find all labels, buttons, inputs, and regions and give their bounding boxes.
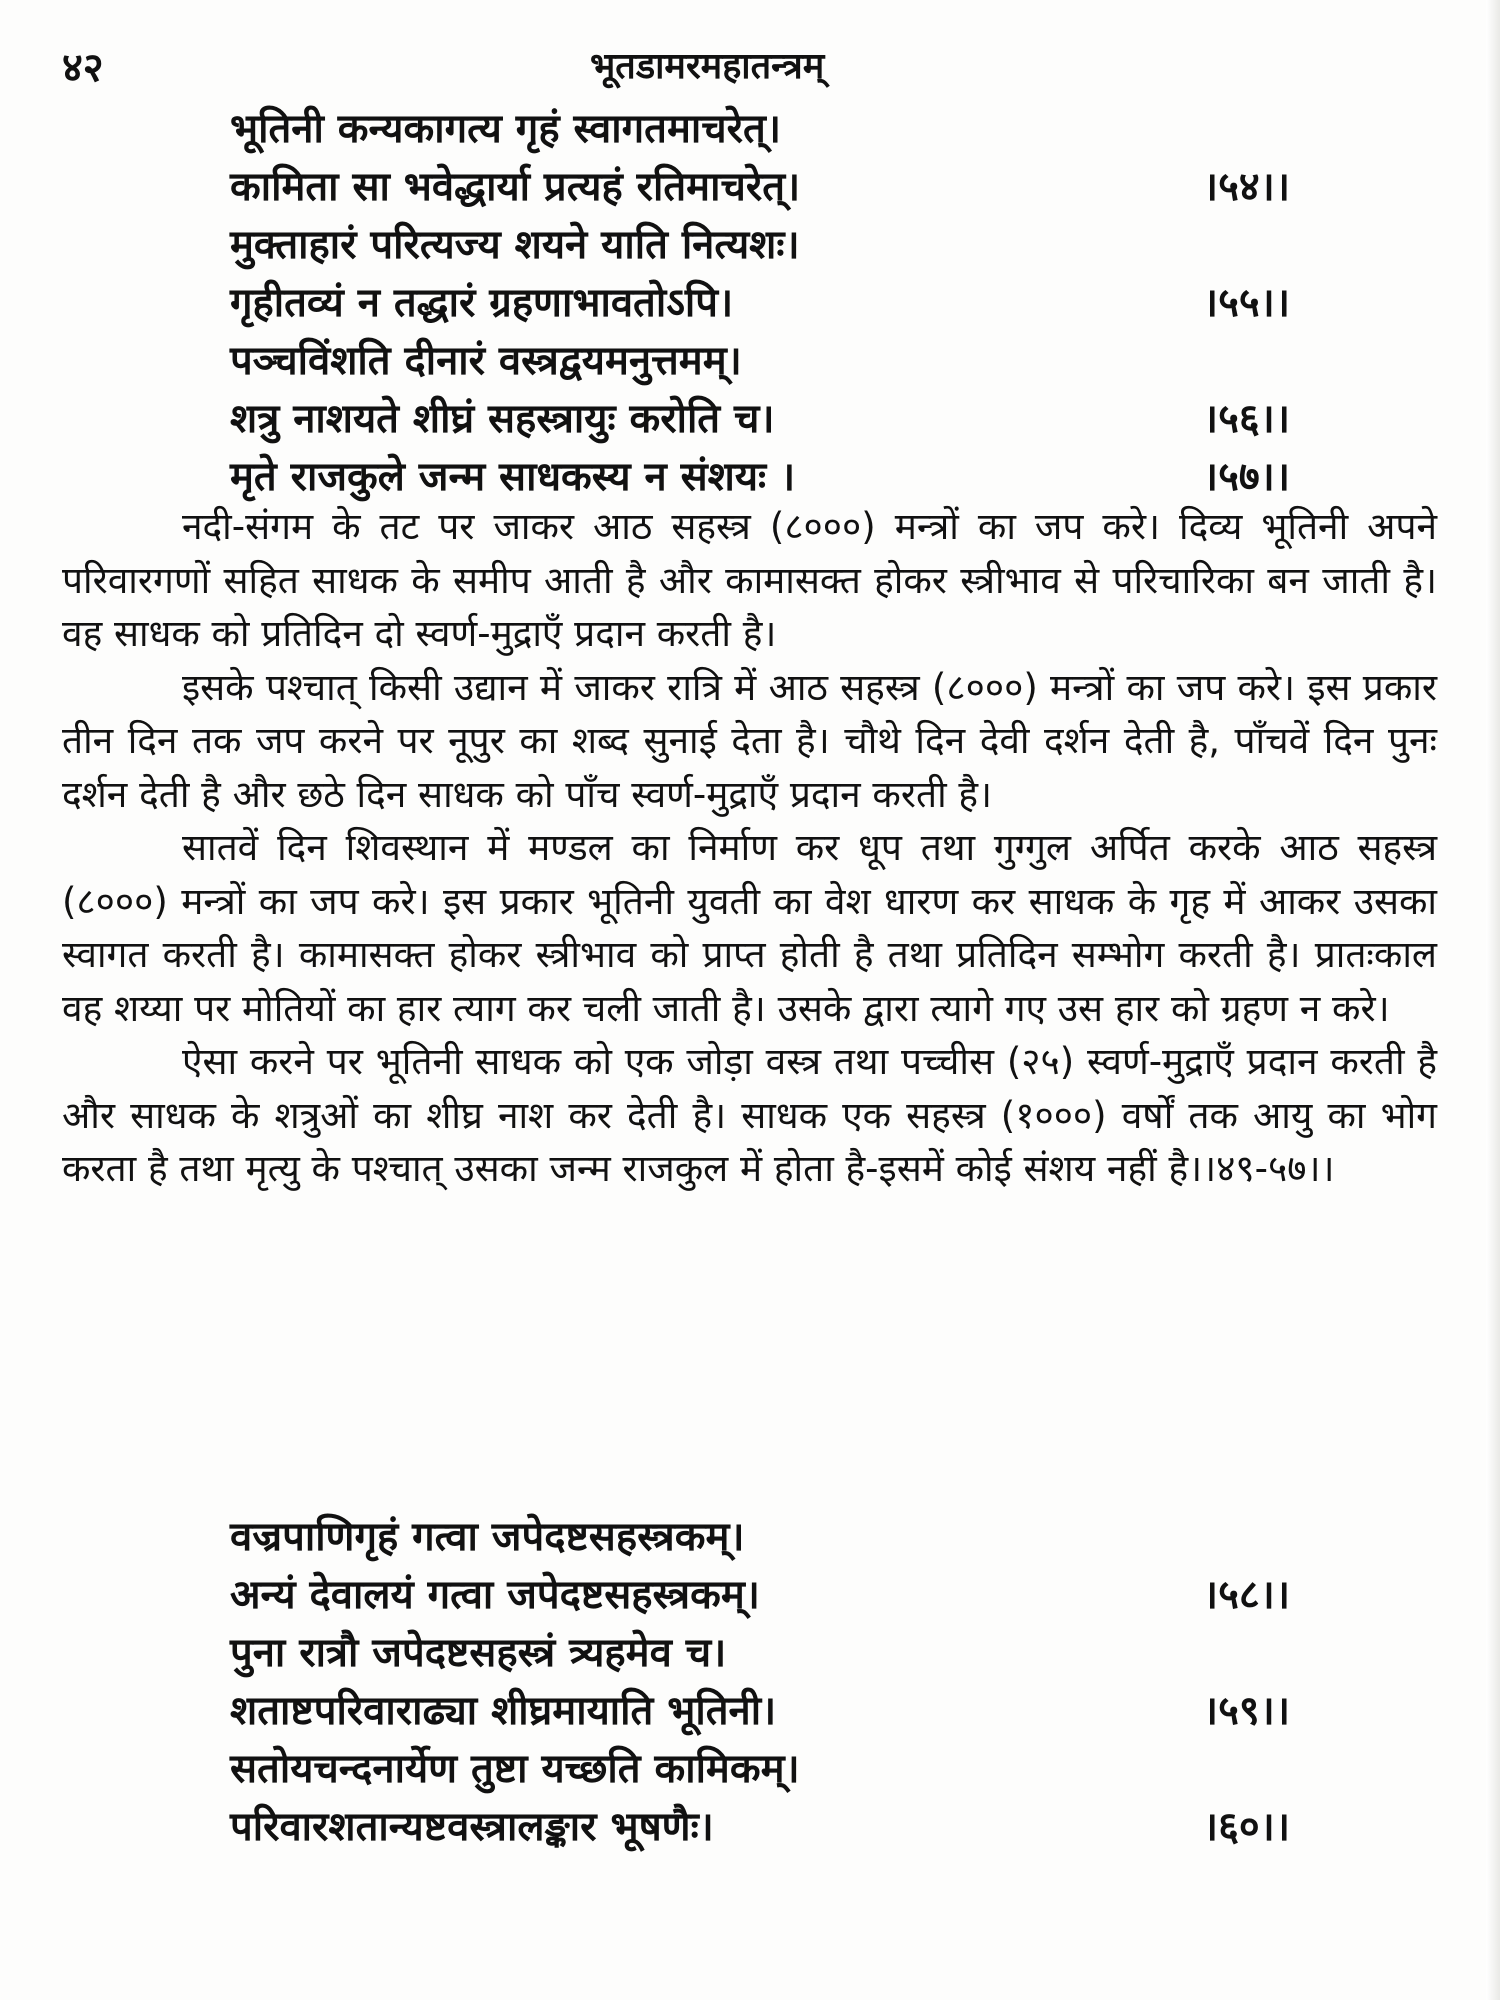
verse-line: शताष्टपरिवाराढ्या शीघ्रमायाति भूतिनी। ।५९।। xyxy=(230,1688,1290,1734)
prose-paragraph: सातवें दिन शिवस्थान में मण्डल का निर्माण कर धूप तथा गुग्गुल अर्पित करके आठ सहस्त्र (८०००) मन्त्रों का जप करे। इस प्रकार भूतिनी युवती का वेश धारण कर साधक के गृह में आकर उसका स्वागत करती है। कामासक्त होकर स्त्रीभाव को प्राप्त होती है तथा प्रतिदिन सम्भोग करती है। प्रातःकाल वह शय्या पर मोतियों का हार त्याग कर चली जाती है। उसके द्वारा त्यागे गए उस हार को ग्रहण न करे। xyxy=(62,826,1437,1030)
commentary-prose xyxy=(62,500,1437,1196)
verse-line: पञ्चविंशति दीनारं वस्त्रद्वयमनुत्तमम्। xyxy=(230,338,742,384)
verse-line: मृते राजकुले जन्म साधकस्य न संशयः । ।५७।। xyxy=(230,454,1290,500)
verse-line: परिवारशतान्यष्टवस्त्रालङ्कार भूषणैः। ।६०।। xyxy=(230,1804,1290,1850)
verse-line: कामिता सा भवेद्धार्या प्रत्यहं रतिमाचरेत्। ।५४।। xyxy=(230,164,1290,210)
verse-line: पुना रात्रौ जपेदष्टसहस्त्रं त्र्यहमेव च। xyxy=(230,1630,727,1676)
page-number: ४२ xyxy=(62,45,104,91)
page-edge-shadow xyxy=(1486,0,1500,2000)
verse-line: गृहीतव्यं न तद्धारं ग्रहणाभावतोऽपि। ।५५।। xyxy=(230,280,1290,326)
verse-block-bottom xyxy=(230,1508,1290,1856)
running-head-title: भूतडामरमहातन्त्रम् xyxy=(590,46,825,87)
prose-paragraph: इसके पश्चात् किसी उद्यान में जाकर रात्रि में आठ सहस्त्र (८०००) मन्त्रों का जप करे। इस प्रकार तीन दिन तक जप करने पर नूपुर का शब्द सुनाई देता है। चौथे दिन देवी दर्शन देती है, पाँचवें दिन पुनः दर्शन देती है और छठे दिन साधक को पाँच स्वर्ण-मुद्राएँ प्रदान करती है। xyxy=(62,665,1437,816)
verse-line: सतोयचन्दनार्येण तुष्टा यच्छति कामिकम्। xyxy=(230,1746,800,1792)
verse-line: मुक्ताहारं परित्यज्य शयने याति नित्यशः। xyxy=(230,222,800,268)
verse-line: भूतिनी कन्यकागत्य गृहं स्वागतमाचरेत्। xyxy=(230,106,781,152)
prose-paragraph: नदी-संगम के तट पर जाकर आठ सहस्त्र (८०००) मन्त्रों का जप करे। दिव्य भूतिनी अपने परिवारगणों सहित साधक के समीप आती है और कामासक्त होकर स्त्रीभाव से परिचारिका बन जाती है। वह साधक को प्रतिदिन दो स्वर्ण-मुद्राएँ प्रदान करती है। xyxy=(62,505,1437,655)
verse-block-top xyxy=(230,100,1290,506)
verse-line: शत्रु नाशयते शीघ्रं सहस्त्रायुः करोति च। ।५६।। xyxy=(230,396,1290,442)
prose-paragraph: ऐसा करने पर भूतिनी साधक को एक जोड़ा वस्त्र तथा पच्चीस (२५) स्वर्ण-मुद्राएँ प्रदान करती है और साधक के शत्रुओं का शीघ्र नाश कर देती है। साधक एक सहस्त्र (१०००) वर्षों तक आयु का भोग करता है तथा मृत्यु के पश्चात् उसका जन्म राजकुल में होता है-इसमें कोई संशय नहीं है।।४९-५७।। xyxy=(62,1040,1437,1190)
verse-line: अन्यं देवालयं गत्वा जपेदष्टसहस्त्रकम्। ।५८।। xyxy=(230,1572,1290,1618)
verse-line: वज्रपाणिगृहं गत्वा जपेदष्टसहस्त्रकम्। xyxy=(230,1514,745,1560)
